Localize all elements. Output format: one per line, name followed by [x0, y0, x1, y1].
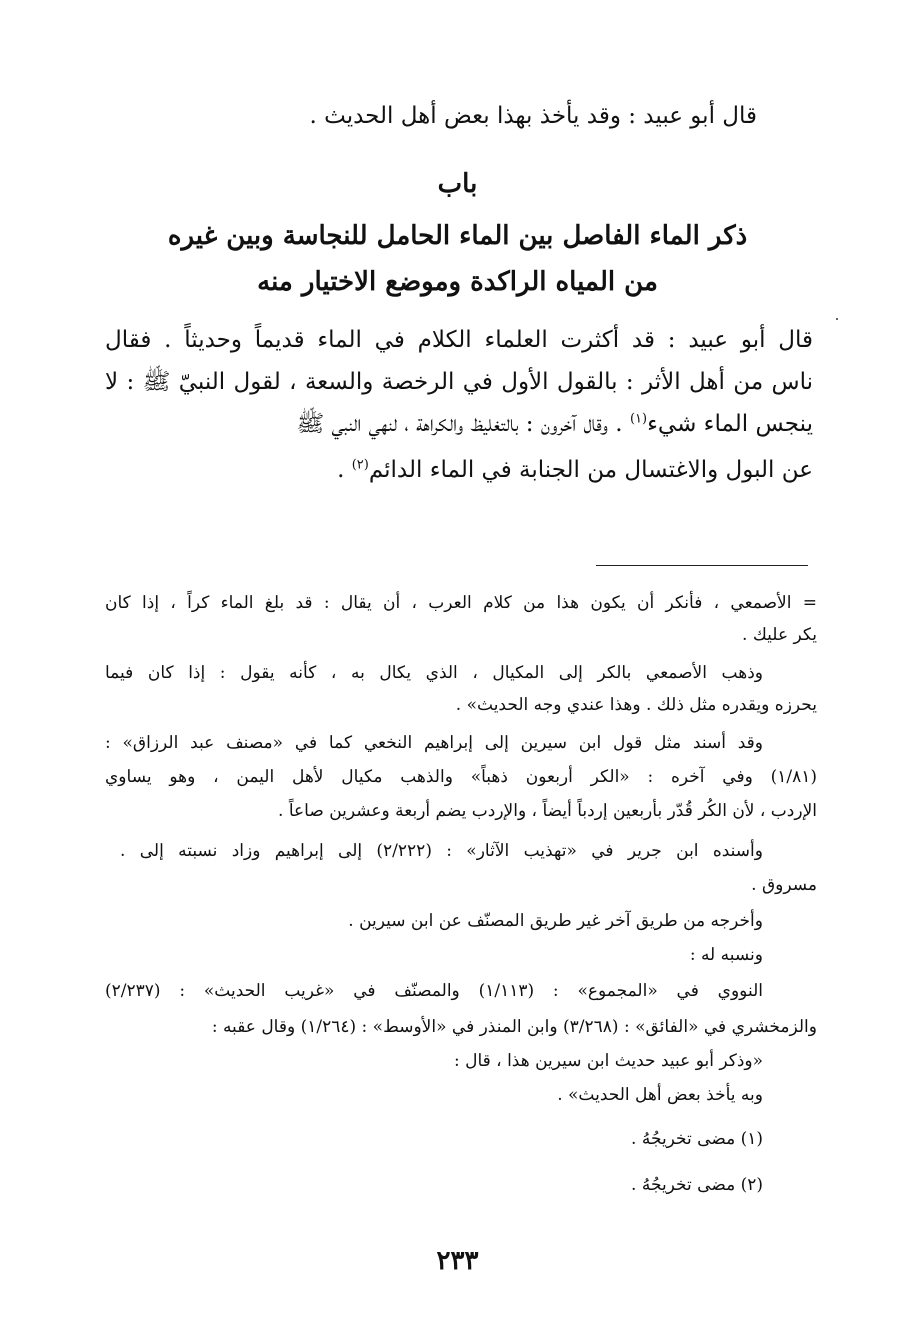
footnote-1: (١) مضى تخريجُهُ . — [631, 1129, 763, 1149]
footnote-2: (٢) مضى تخريجُهُ . — [631, 1175, 763, 1195]
paragraph-line-4 — [105, 450, 813, 490]
footnote-line-13: والزمخشري في «الفائق» : (٣/٢٦٨) وابن المنذر في «الأوسط» : (١/٢٦٤) وقال عقبه : — [211, 1017, 817, 1037]
footnote-line-15: وبه يأخذ بعض أهل الحديث» . — [557, 1085, 763, 1105]
footnote-line-7: الإردب ، لأن الكُر قُدّر بأربعين إردباً أيضاً ، والإردب يضم أربعة وعشرين صاعاً . — [278, 801, 817, 821]
footnote-separator — [596, 565, 808, 566]
footnote-ref-2: (٢) — [351, 457, 369, 473]
paragraph-line-1: قال أبو عبيد : قد أكثرت العلماء الكلام في الماء قديماً وحديثاً . فقال — [105, 327, 813, 353]
footnote-line-6: (١/٨١) وفي آخره : «الكر أربعون ذهباً» والذهب مكيال لأهل اليمن ، وهو يساوي — [105, 767, 817, 787]
footnote-line-8: وأسنده ابن جرير في «تهذيب الآثار» : (٢/٢٢٢) إلى إبراهيم وزاد نسبته إلى . — [120, 841, 763, 861]
page-number: ٢٣٣ — [436, 1246, 479, 1276]
footnote-line-3: وذهب الأصمعي بالكر إلى المكيال ، الذي يكال به ، كأنه يقول : إذا كان فيما — [105, 663, 763, 683]
paragraph-line-3-text-b: . وقال آخرون : بالتغليظ والكراهة ، لنهي النبي ﷺ — [296, 411, 630, 437]
chapter-heading: باب — [437, 169, 478, 199]
footnote-line-9: مسروق . — [751, 875, 817, 895]
footnote-line-11: ونسبه له : — [689, 945, 763, 965]
footnote-line-4: يحرزه ويقدره مثل ذلك . وهذا عندي وجه الحديث» . — [455, 695, 817, 715]
footnote-line-2: يكر عليك . — [742, 625, 817, 645]
paragraph-line-2: ناس من أهل الأثر : بالقول الأول في الرخصة والسعة ، لقول النبيّ ﷺ : لا — [105, 369, 813, 395]
footnote-line-12: النووي في «المجموع» : (١/١١٣) والمصنّف في «غريب الحديث» : (٢/٢٣٧) — [105, 981, 763, 1001]
footnote-line-5: وقد أسند مثل قول ابن سيرين إلى إبراهيم النخعي كما في «مصنف عبد الرزاق» : — [105, 733, 763, 753]
paragraph-line-3-text: ينجس الماء شيء — [647, 411, 813, 437]
chapter-title-line-1: ذكر الماء الفاصل بين الماء الحامل للنجاسة وبين غيره — [167, 221, 748, 251]
intro-line: قال أبو عبيد : وقد يأخذ بهذا بعض أهل الحديث . — [309, 103, 757, 129]
chapter-title-line-2: من المياه الراكدة وموضع الاختيار منه — [257, 267, 658, 297]
paragraph-line-4-text-b: . — [337, 457, 352, 483]
footnote-ref-1: (١) — [629, 411, 648, 427]
paragraph-line-3 — [105, 404, 813, 444]
footnote-line-1: = الأصمعي ، فأنكر أن يكون هذا من كلام العرب ، أن يقال : قد بلغ الماء كراً ، إذا كان — [105, 593, 817, 613]
footnote-line-14: «وذكر أبو عبيد حديث ابن سيرين هذا ، قال : — [453, 1051, 763, 1071]
footnote-line-10: وأخرجه من طريق آخر غير طريق المصنّف عن ابن سيرين . — [348, 911, 763, 931]
stray-mark — [836, 318, 838, 320]
paragraph-line-4-text: عن البول والاغتسال من الجنابة في الماء الدائم — [368, 457, 813, 483]
